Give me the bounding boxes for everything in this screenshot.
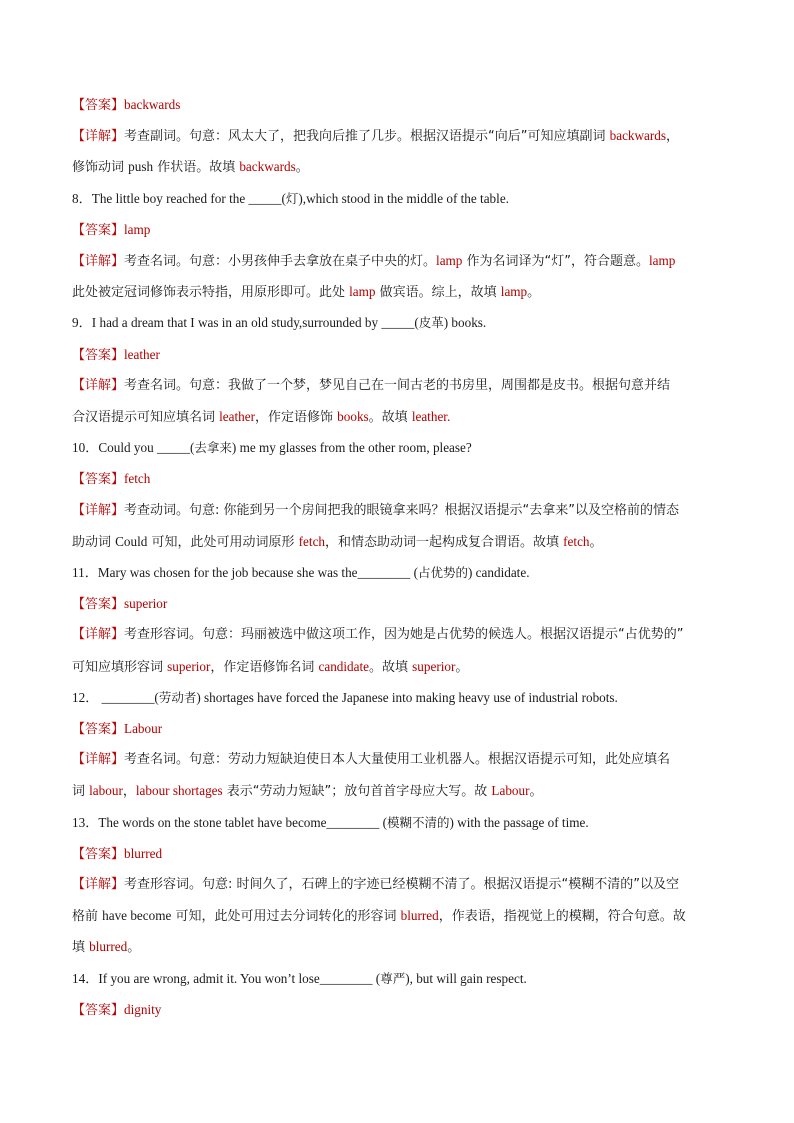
detail-fragment: push [128, 159, 154, 175]
answer-highlight: leather. [411, 409, 451, 424]
detail-fragment: 考查动词。句意: 你能到另一个房间把我的眼镜拿来吗？根据汉语提示“去拿来”以及空格前的情态 [124, 502, 679, 518]
answer-line [72, 220, 150, 241]
detail-fragment: 此处被定冠词修饰表示特指，用原形即可。此处 [72, 285, 350, 301]
detail-label: 【详解】 [72, 627, 125, 643]
detail-line [72, 501, 679, 521]
detail-fragment: 。 [455, 659, 469, 675]
answer-line [72, 1000, 161, 1021]
detail-fragment: ，作定语修饰名词 [210, 659, 319, 675]
question-fragment: 10．Could you _____( [72, 440, 195, 456]
question-fragment: ) me my glasses from the other room, please? [231, 440, 472, 456]
detail-fragment: 。 [527, 285, 541, 301]
answer-value: dignity [124, 1001, 162, 1017]
answer-highlight: books [337, 409, 369, 424]
answer-highlight: Labour [491, 783, 530, 799]
detail-fragment: 。 [295, 160, 309, 176]
detail-line [72, 251, 675, 272]
detail-fragment: 做宾语。综上，故填 [375, 285, 501, 301]
answer-line [72, 719, 162, 740]
detail-fragment: 作为名词译为“灯”，符合题意。 [462, 254, 650, 269]
answer-value: superior [124, 596, 168, 612]
answer-line [72, 345, 160, 366]
answer-highlight: fetch [563, 533, 590, 549]
detail-fragment: 修饰动词 [72, 160, 129, 176]
detail-line [72, 781, 543, 802]
detail-fragment: 考查名词。句意：我做了一个梦，梦见自己在一间古老的书房里，周围都是皮书。根据句意并结 [124, 377, 671, 393]
detail-fragment: 考查副词。句意：风太大了，把我向后推了几步。根据汉语提示“向后”可知应填副词 [124, 129, 610, 145]
detail-line [72, 376, 670, 396]
detail-fragment: ，作定语修饰 [255, 410, 338, 425]
question-text [72, 813, 589, 833]
detail-line [72, 532, 603, 553]
answer-highlight: lamp [436, 253, 463, 268]
answer-highlight: blurred [400, 908, 439, 924]
detail-fragment: 合汉语提示可知应填名词 [72, 410, 220, 425]
answer-value: blurred [124, 845, 163, 861]
detail-label: 【详解】 [72, 377, 125, 393]
chinese-hint: 皮革 [418, 315, 444, 331]
detail-label: 【详解】 [72, 129, 125, 145]
question-fragment: 9．I had a dream that I was in an old study,surrounded by _____( [72, 315, 419, 331]
question-text [72, 189, 509, 209]
detail-line [72, 625, 684, 645]
detail-fragment: 。故填 [369, 659, 413, 675]
answer-highlight: lamp [649, 253, 676, 268]
question-fragment: ) candidate. [467, 565, 530, 580]
answer-highlight: blurred [89, 939, 128, 955]
answer-label: 【答案】 [72, 846, 125, 862]
detail-fragment: 助动词 [72, 534, 116, 550]
detail-fragment: 考查名词。句意：劳动力短缺迫使日本人大量使用工业机器人。根据汉语提示可知，此处应填名 [124, 752, 671, 768]
question-fragment: 12． ________( [72, 689, 159, 705]
question-text [72, 438, 472, 458]
answer-value: leather [124, 346, 160, 362]
detail-fragment: 作状语。故填 [153, 160, 240, 176]
question-fragment: ) with the passage of time. [449, 814, 589, 830]
detail-fragment: 。 [127, 940, 141, 956]
answer-value: Labour [124, 721, 163, 736]
answer-label: 【答案】 [72, 472, 125, 488]
answer-highlight: superior [167, 658, 211, 674]
answer-label: 【答案】 [72, 597, 125, 613]
detail-line [72, 126, 679, 147]
answer-label: 【答案】 [72, 222, 125, 238]
answer-value: fetch [124, 471, 151, 487]
detail-line [72, 750, 670, 770]
detail-fragment: 可知，此处可用动词原形 [147, 534, 299, 550]
detail-fragment: ，作表语，指视觉上的模糊，符合句意。故 [438, 909, 686, 925]
question-fragment: ),which stood in the middle of the table. [298, 190, 509, 206]
detail-fragment: 。 [529, 784, 543, 800]
detail-fragment: 。 [589, 534, 603, 550]
detail-line [72, 407, 450, 428]
detail-fragment: 表示“劳动力短缺”；放句首首字母应大写。故 [222, 784, 492, 800]
detail-fragment: 可知应填形容词 [72, 659, 168, 675]
answer-value: backwards [124, 97, 181, 112]
answer-line [72, 95, 180, 116]
detail-label: 【详解】 [72, 752, 125, 768]
detail-line [72, 937, 140, 958]
question-fragment: ), but will gain respect. [405, 970, 527, 986]
detail-fragment: ，和情态助动词一起构成复合谓语。故填 [325, 534, 564, 550]
chinese-hint: 灯 [285, 190, 299, 206]
answer-line [72, 469, 150, 490]
answer-highlight: candidate [318, 658, 370, 674]
answer-highlight: lamp [349, 284, 376, 300]
answer-highlight: leather [219, 409, 256, 424]
question-fragment: 11．Mary was chosen for the job because she was the________ ( [72, 565, 418, 580]
detail-label: 【详解】 [72, 254, 125, 269]
answer-highlight: labour shortages [135, 783, 223, 799]
answer-label: 【答案】 [72, 347, 125, 363]
detail-fragment: 填 [72, 940, 90, 956]
detail-line [72, 282, 540, 303]
detail-fragment: ， [666, 129, 680, 145]
answer-line [72, 844, 162, 865]
detail-fragment: ， [122, 784, 136, 800]
detail-fragment: 考查形容词。句意：玛丽被选中做这项工作，因为她是占优势的候选人。根据汉语提示“占优势的” [124, 627, 684, 643]
detail-fragment: have become [102, 908, 172, 924]
chinese-hint: 尊严 [380, 970, 406, 986]
question-text [72, 563, 530, 583]
detail-fragment: 格前 [72, 909, 103, 925]
detail-fragment: Could [115, 533, 148, 549]
detail-line [72, 875, 679, 895]
answer-line [72, 594, 167, 615]
answer-highlight: backwards [609, 128, 667, 144]
detail-label: 【详解】 [72, 877, 125, 892]
chinese-hint: 占优势的 [417, 565, 468, 580]
answer-label: 【答案】 [72, 98, 125, 113]
detail-line [72, 906, 686, 927]
answer-label: 【答案】 [72, 722, 125, 737]
detail-line [72, 657, 468, 678]
detail-label: 【详解】 [72, 502, 125, 518]
detail-fragment: 可知，此处可用过去分词转化的形容词 [171, 909, 401, 925]
question-fragment: 13．The words on the stone tablet have become________ ( [72, 814, 387, 830]
question-text [72, 313, 486, 333]
question-fragment: ) books. [443, 315, 487, 331]
detail-fragment: 。故填 [368, 410, 412, 425]
chinese-hint: 劳动者 [158, 689, 197, 705]
answer-highlight: superior [412, 658, 456, 674]
answer-highlight: fetch [298, 533, 326, 549]
detail-line [72, 157, 309, 178]
detail-fragment: 考查名词。句意：小男孩伸手去拿放在桌子中央的灯。 [124, 254, 437, 269]
chinese-hint: 去拿来 [194, 440, 232, 456]
detail-fragment: 词 [72, 784, 90, 800]
detail-fragment: 考查形容词。句意: 时间久了，石碑上的字迹已经模糊不清了。根据汉语提示“模糊不清的”以及空 [124, 877, 679, 892]
answer-highlight: lamp [500, 284, 528, 300]
question-fragment: 8．The little boy reached for the _____( [72, 190, 286, 206]
question-fragment: ) shortages have forced the Japanese into making heavy use of industrial robots. [196, 689, 618, 705]
question-fragment: 14．If you are wrong, admit it. You won’t lose________ ( [72, 970, 381, 986]
chinese-hint: 模糊不清的 [386, 814, 450, 830]
answer-highlight: backwards [239, 159, 296, 175]
answer-value: lamp [124, 221, 151, 237]
question-text [72, 969, 527, 989]
answer-label: 【答案】 [72, 1002, 125, 1018]
question-text [72, 688, 618, 708]
answer-highlight: labour [89, 783, 123, 799]
